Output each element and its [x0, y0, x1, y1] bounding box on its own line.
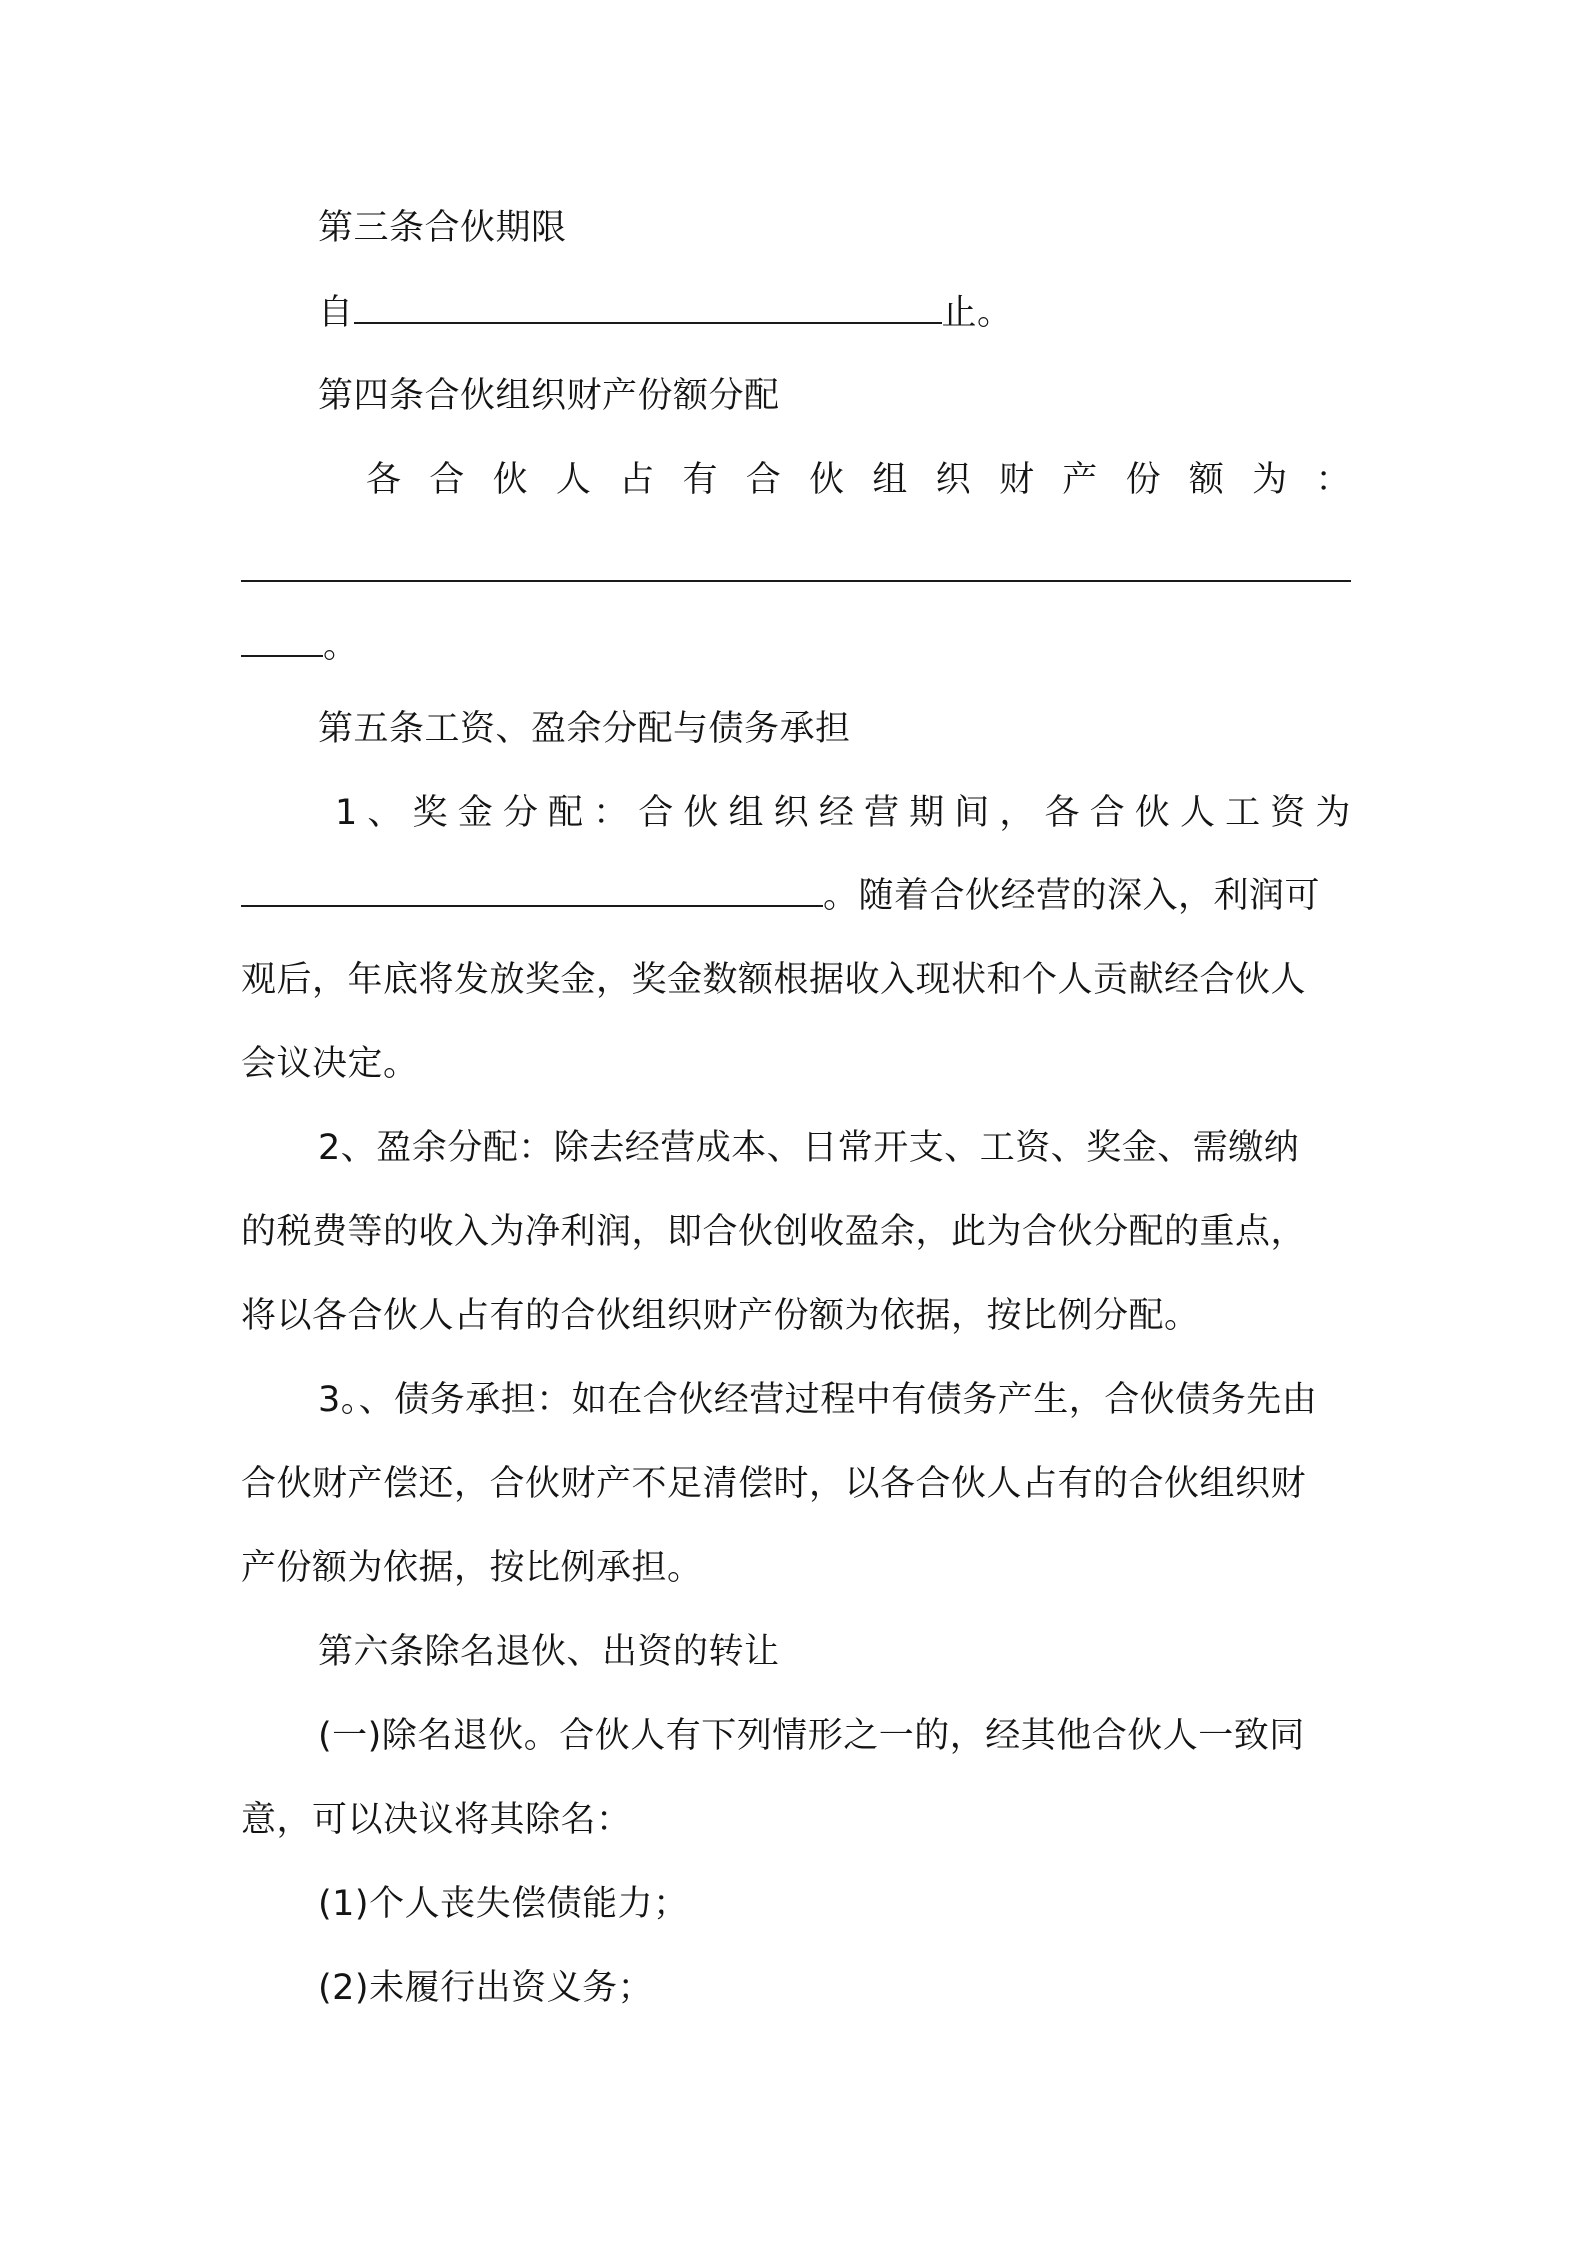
spread-char: 有 [682, 460, 718, 500]
article-4-spread-text [366, 456, 1351, 504]
bonus-line-1 [335, 789, 1351, 837]
spread-char: ： [593, 793, 629, 833]
spread-char: 配 [547, 793, 584, 833]
spread-char: 伙 [492, 460, 529, 500]
spread-char: 为 [1252, 460, 1288, 500]
spread-char: 分 [502, 793, 539, 833]
expulsion-line-1: (一)除名退伙。合伙人有下列情形之一的，经其他合伙人一致同 [318, 1716, 1305, 1756]
spread-char: 合 [429, 460, 465, 500]
bonus-line-2 [241, 872, 1351, 920]
spread-char: 伙 [1134, 793, 1171, 833]
spread-char: 工 [1225, 793, 1261, 833]
bonus-line-4: 会议决定。 [241, 1044, 419, 1084]
spread-char: 各 [1044, 793, 1081, 833]
spread-char: 金 [457, 793, 494, 833]
spread-char: 产 [1062, 460, 1098, 500]
spread-char: 合 [638, 793, 674, 833]
spread-char: 伙 [809, 460, 845, 500]
spread-char: 合 [1089, 793, 1126, 833]
spread-char: 份 [1125, 460, 1162, 500]
article-4-end-mark: 。 [323, 626, 359, 666]
share-blank-line-1 [241, 580, 1351, 582]
term-from-label: 自 [318, 293, 354, 333]
spread-char: 期 [909, 793, 945, 833]
article-3-heading: 第三条合伙期限 [318, 208, 567, 248]
surplus-line-1: 2、盈余分配：除去经营成本、日常开支、工资、奖金、需缴纳 [318, 1128, 1300, 1168]
spread-char: 为 [1315, 793, 1351, 833]
spread-char: 营 [863, 793, 900, 833]
spread-char: 财 [998, 460, 1035, 500]
spread-char: 资 [1270, 793, 1306, 833]
article-6-heading: 第六条除名退伙、出资的转让 [318, 1632, 780, 1672]
spread-char: 人 [1179, 793, 1216, 833]
expulsion-item-2: (2)未履行出资义务； [318, 1968, 654, 2008]
spread-char: 1 [335, 793, 358, 833]
spread-char: 伙 [683, 793, 719, 833]
expulsion-line-2: 意，可以决议将其除名： [241, 1800, 632, 1840]
spread-char: ： [1315, 460, 1351, 500]
bonus-line-3: 观后，年底将发放奖金，奖金数额根据收入现状和个人贡献经合伙人 [241, 960, 1307, 1000]
debt-line-2: 合伙财产偿还，合伙财产不足清偿时，以各合伙人占有的合伙组织财 [241, 1464, 1307, 1504]
spread-char: 经 [818, 793, 855, 833]
spread-char: 织 [935, 460, 972, 500]
bonus-line-2-text: 。随着合伙经营的深入，利润可 [823, 876, 1321, 916]
spread-char: 占 [619, 460, 655, 500]
term-until-label: 止。 [941, 293, 1013, 333]
surplus-line-3: 将以各合伙人占有的合伙组织财产份额为依据，按比例分配。 [241, 1296, 1200, 1336]
spread-char: 合 [745, 460, 782, 500]
spread-char: 间 [954, 793, 990, 833]
debt-line-1: 3。、债务承担：如在合伙经营过程中有债务产生，合伙债务先由 [318, 1380, 1318, 1420]
debt-line-3: 产份额为依据，按比例承担。 [241, 1548, 703, 1588]
article-4-heading: 第四条合伙组织财产份额分配 [318, 376, 780, 416]
salary-blank [241, 875, 823, 907]
spread-char: ， [999, 793, 1035, 833]
surplus-line-2: 的税费等的收入为净利润，即合伙创收盈余，此为合伙分配的重点， [241, 1212, 1307, 1252]
bonus-spread-text [335, 789, 1351, 837]
expulsion-item-1: (1)个人丧失偿债能力； [318, 1884, 689, 1924]
article-5-heading: 第五条工资、盈余分配与债务承担 [318, 709, 851, 749]
spread-char: 人 [555, 460, 592, 500]
article-4-text [366, 456, 1351, 504]
share-blank-line-2 [241, 625, 323, 657]
spread-char: 奖 [412, 793, 449, 833]
spread-char: 组 [728, 793, 765, 833]
spread-char: 组 [872, 460, 908, 500]
spread-char: 各 [366, 460, 402, 500]
article-3-term-line [318, 289, 1428, 337]
term-blank [354, 292, 942, 324]
spread-char: 、 [367, 793, 403, 833]
spread-char: 额 [1188, 460, 1225, 500]
spread-char: 织 [773, 793, 810, 833]
article-4-end-line [241, 622, 1351, 670]
